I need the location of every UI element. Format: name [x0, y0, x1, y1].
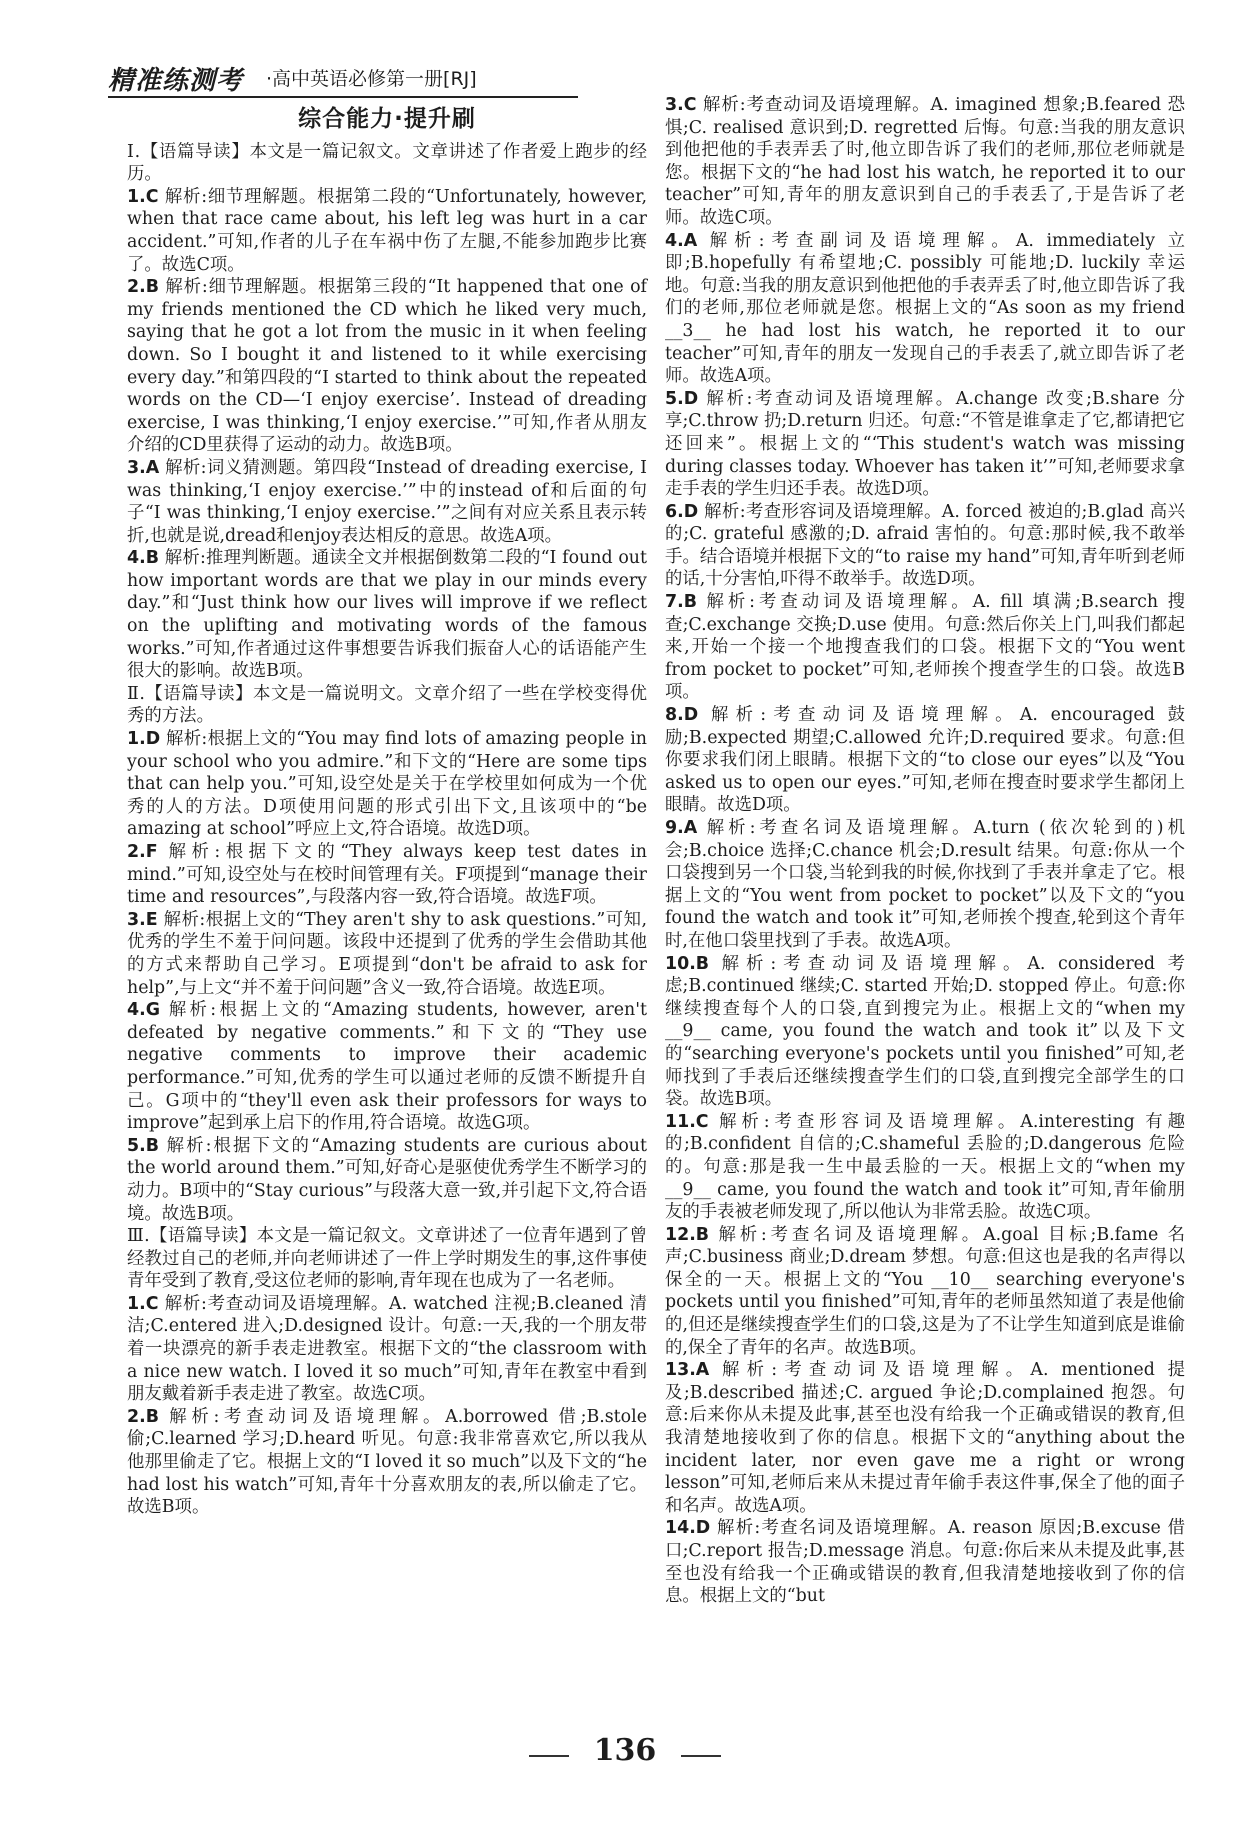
answer-number: 1.D: [127, 729, 161, 750]
answer-number: 1.C: [127, 186, 159, 207]
answer-number: 3.C: [665, 95, 697, 115]
answer-explanation: 解析:推理判断题。通读全文并根据倒数第二段的“I found out how important words are that we play in our minds every day.”和“Just think how our lives will improve if we reflect on the uplifting and motivating words of the famous works.”可知,作者通过这件事想要告诉我们振奋人心的话语能产生很大的影响。故选B项。: [127, 548, 647, 682]
answer-item: [665, 230, 1185, 388]
book-subtitle: ·高中英语必修第一册[RJ]: [266, 68, 477, 90]
answer-number: 10.B: [665, 953, 710, 974]
answer-explanation: 解析:根据上文的“You may find lots of amazing people in your school who you admire.”和下文的“Here are some tips that can help you.”可知,设空处是关于在学校里如何成为一个优秀的人的方法。D项使用问题的形式引出下文,且该项中的“be amazing at school”呼应上文,符合语境。故选D项。: [127, 729, 648, 840]
answer-number: 7.B: [665, 592, 697, 613]
passage-guide: Ⅲ.【语篇导读】本文是一篇记叙文。文章讲述了一位青年遇到了曾经教过自己的老师,并向老师讲述了一件上学时期发生的事,这件事使青年受到了教育,受这位老师的影响,青年现在也成为了一名老师。: [127, 1226, 647, 1292]
answer-number: 14.D: [665, 1518, 711, 1539]
answer-item: [665, 817, 1185, 953]
answer-number: 12.B: [665, 1224, 710, 1245]
page-number: 136: [593, 1733, 657, 1768]
answer-explanation: 解析:考查动词及语境理解。A. watched 注视;B.cleaned 清洁;C.entered 进入;D.designed 设计。句意:一天,我的一个朋友带着一块漂亮的新手表走进教室。根据下文的“the classroom with a nice new watch. I loved it so much”可知,青年在教室中看到朋友戴着新手表走进了教室。故选C项。: [127, 1293, 647, 1405]
answer-item: [665, 1224, 1185, 1360]
answer-explanation: 解析:考查动词及语境理解。A. encouraged 鼓励;B.expected 期望;C.allowed 允许;D.required 要求。句意:但你要求我们闭上眼睛。根据下文的“to close our eyes”以及“You asked us to open our eyes.”可知,老师在搜查时要求学生都闭上眼睛。故选D项。: [665, 705, 1185, 816]
answer-item: [665, 704, 1185, 817]
answer-number: 3.E: [127, 909, 158, 930]
page-header: [108, 58, 578, 98]
answer-item: [127, 1135, 647, 1225]
answer-explanation: 解析:根据上文的“Amazing students, however, aren't defeated by negative comments.”和下文的“They use negative comments to improve their academic performance.”可知,优秀的学生可以通过老师的反馈不断提升自己。G项中的“they'll even ask their professors for ways to improve”起到承上启下的作用,符合语境。故选G项。: [127, 1000, 647, 1134]
answer-item: [665, 1517, 1185, 1607]
answer-number: 11.C: [665, 1111, 709, 1132]
answer-number: 5.D: [665, 388, 699, 409]
left-column-body: [127, 141, 647, 1519]
answer-explanation: 解析:细节理解题。根据第三段的“It happened that one of my friends mentioned the CD which he liked very much, saying that he got a lot from the music in it when feeling down. So I bought it and listened to it while exercising every day.”和第四段的“I started to think about the repeated words on the CD—‘I enjoy exercise’. Instead of dreading exercise, I was thinking,‘I enjoy exercise.’”可知,作者从朋友介绍的CD里获得了运动的动力。故选B项。: [127, 277, 647, 456]
answer-explanation: 解析:考查动词及语境理解。A. mentioned 提及;B.described 描述;C. argued 争论;D.complained 抱怨。句意:后来你从未提及此事,甚至也没有给我一个正确或错误的教育,但我清楚地接收到了你的信息。根据下文的“anything about the incident later, nor even gave me a right or wrong lesson”可知,老师后来从未提过青年偷手表这件事,保全了他的面子和名声。故选A项。: [665, 1360, 1185, 1516]
answer-explanation: 解析:考查动词及语境理解。A.borrowed 借;B.stole 偷;C.learned 学习;D.heard 听见。句意:我非常喜欢它,所以我从他那里偷走了它。根据上文的“I loved it so much”以及下文的“he had lost his watch”可知,青年十分喜欢朋友的表,所以偷走了它。故选B项。: [127, 1406, 647, 1518]
answer-item: [127, 276, 647, 457]
right-column: [665, 94, 1185, 1608]
footer-dash-right: [681, 1755, 721, 1757]
answer-number: 1.C: [127, 1293, 159, 1314]
answer-number: 4.G: [127, 1000, 160, 1021]
answer-number: 5.B: [127, 1135, 159, 1156]
answer-number: 2.B: [127, 1406, 159, 1427]
answer-number: 4.A: [665, 230, 698, 251]
answer-explanation: 解析:考查名词及语境理解。A.goal 目标;B.fame 名声;C.business 商业;D.dream 梦想。句意:但这也是我的名声得以保全的一天。根据上文的“You __10__ searching everyone's pockets until you finished”可知,青年的老师虽然知道了表是他偷的,但还是继续搜查学生们的口袋,这是为了不让学生知道到底是谁偷的,保全了青年的名声。故选B项。: [665, 1224, 1186, 1358]
brand-title: 精准练测考: [108, 66, 244, 96]
answer-explanation: 解析:词义猜测题。第四段“Instead of dreading exercise, I was thinking,‘I enjoy exercise.’”中的instead of和后面的句子“I was thinking,‘I enjoy exercise.’”之间有对应关系且表示转折,也就是说,dread和enjoy表达相反的意思。故选A项。: [127, 457, 647, 546]
passage-guide: Ⅰ.【语篇导读】本文是一篇记叙文。文章讲述了作者爱上跑步的经历。: [127, 141, 647, 185]
right-column-body: [665, 94, 1185, 1608]
answer-item: [665, 953, 1185, 1111]
answer-explanation: 解析:考查动词及语境理解。A. fill 填满;B.search 搜查;C.exchange 交换;D.use 使用。句意:然后你关上门,叫我们都起来,开始一个接一个地搜查我们的口袋。根据下文的“You went from pocket to pocket”可知,老师挨个搜查学生的口袋。故选B项。: [665, 592, 1185, 703]
answer-explanation: 解析:根据下文的“They always keep test dates in mind.”可知,设空处与在校时间管理有关。F项提到“manage their time and resources”,与段落内容一致,符合语境。故选F项。: [127, 842, 647, 908]
answer-item: [127, 547, 647, 683]
answer-number: 9.A: [665, 818, 698, 838]
answer-explanation: 解析:细节理解题。根据第二段的“Unfortunately, however, when that race came about, his left leg was hurt in a car accident.”可知,作者的儿子在车祸中伤了左腿,不能参加跑步比赛了。故选C项。: [127, 186, 647, 275]
answer-explanation: 解析:考查形容词及语境理解。A. forced 被迫的;B.glad 高兴的;C. grateful 感激的;D. afraid 害怕的。句意:那时候,我不敢举手。结合语境并根据下文的“to raise my hand”可知,青年听到老师的话,十分害怕,吓得不敢举手。故选D项。: [665, 501, 1185, 590]
answer-number: 4.B: [127, 548, 159, 569]
answer-item: [127, 186, 647, 276]
left-column: [127, 108, 647, 1519]
answer-explanation: 解析:考查副词及语境理解。A. immediately 立即;B.hopefully 有希望地;C. possibly 可能地;D. luckily 幸运地。句意:当我的朋友意识到他把他的手表弄丢了时,他立即告诉了我们的老师,那位老师就是您。根据上文的“As soon as my friend __3__ he had lost his watch, he reported it to our teacher”可知,青年的朋友一发现自己的手表丢了,就立即告诉了老师。故选A项。: [665, 230, 1185, 387]
answer-item: [665, 1111, 1185, 1224]
answer-item: [665, 388, 1185, 501]
answer-number: 13.A: [665, 1360, 710, 1381]
answer-explanation: 解析:根据上文的“They aren't shy to ask questions.”可知,优秀的学生不羞于问问题。该段中还提到了优秀的学生会借助其他的方式来帮助自己学习。E项提到“don't be afraid to ask for help”,与上文“并不羞于问问题”含义一致,符合语境。故选E项。: [127, 909, 647, 998]
answer-explanation: 解析:考查动词及语境理解。A. considered 考虑;B.continued 继续;C. started 开始;D. stopped 停止。句意:你继续搜查每个人的口袋,直到搜完为止。根据上文的“when my __9__ came, you found the watch and took it”以及下文的“searching everyone's pockets until you finished”可知,老师找到了手表后还继续搜查学生们的口袋,直到搜完全部学生的口袋。故选B项。: [665, 953, 1185, 1110]
answer-item: [665, 501, 1185, 591]
answer-item: [127, 909, 647, 999]
answer-item: [127, 841, 647, 909]
answer-number: 6.D: [665, 501, 699, 522]
answer-item: [127, 1406, 647, 1519]
answer-item: [127, 728, 647, 841]
answer-number: 3.A: [127, 457, 160, 478]
answer-item: [665, 94, 1185, 230]
answer-explanation: 解析:考查名词及语境理解。A.turn (依次轮到的)机会;B.choice 选择;C.chance 机会;D.result 结果。句意:你从一个口袋搜到另一个口袋,当轮到我的时候,你找到了手表并拿走了它。根据上文的“You went from pocket to pocket”以及下文的“you found the watch and took it”可知,老师挨个搜查,轮到这个青年时,在他口袋里找到了手表。故选A项。: [665, 818, 1186, 951]
section-title: 综合能力·提升刷: [298, 106, 476, 132]
answer-number: 8.D: [665, 705, 699, 726]
answer-explanation: 解析:考查名词及语境理解。A. reason 原因;B.excuse 借口;C.report 报告;D.message 消息。句意:你后来从未提及此事,甚至也没有给我一个正确或错误的教育,但我清楚地接收到了你的信息。根据上文的“but: [665, 1518, 1186, 1607]
answer-explanation: 解析:考查形容词及语境理解。A.interesting 有趣的;B.confident 自信的;C.shameful 丢脸的;D.dangerous 危险的。句意:那是我一生中最丢脸的一天。根据上文的“when my __9__ came, you found the watch and took it”可知,青年偷朋友的手表被老师发现了,所以他认为非常丢脸。故选C项。: [665, 1111, 1185, 1223]
answer-item: [665, 1359, 1185, 1517]
footer-dash-left: [529, 1755, 569, 1757]
answer-explanation: 解析:根据下文的“Amazing students are curious about the world around them.”可知,好奇心是驱使优秀学生不断学习的动力。B项中的“Stay curious”与段落大意一致,并引起下文,符合语境。故选B项。: [127, 1135, 647, 1224]
passage-guide: Ⅱ.【语篇导读】本文是一篇说明文。文章介绍了一些在学校变得优秀的方法。: [127, 683, 647, 727]
answer-item: [127, 1293, 647, 1406]
answer-item: [127, 457, 647, 547]
answer-explanation: 解析:考查动词及语境理解。A.change 改变;B.share 分享;C.throw 扔;D.return 归还。句意:“不管是谁拿走了它,都请把它还回来”。根据上文的“‘This student's watch was missing during classes today. Whoever has taken it’”可知,老师要求拿走手表的学生归还手表。故选D项。: [665, 388, 1186, 500]
answer-explanation: 解析:考查动词及语境理解。A. imagined 想象;B.feared 恐惧;C. realised 意识到;D. regretted 后悔。句意:当我的朋友意识到他把他的手表弄丢了时,他立即告诉了我们的老师,那位老师就是您。根据下文的“he had lost his watch, he reported it to our teacher”可知,青年的朋友意识到自己的手表丢了,于是告诉了老师。故选C项。: [665, 95, 1185, 228]
answer-number: 2.F: [127, 842, 158, 862]
answer-item: [127, 999, 647, 1135]
page-footer: [0, 1733, 1250, 1768]
answer-item: [665, 591, 1185, 704]
answer-number: 2.B: [127, 277, 159, 298]
